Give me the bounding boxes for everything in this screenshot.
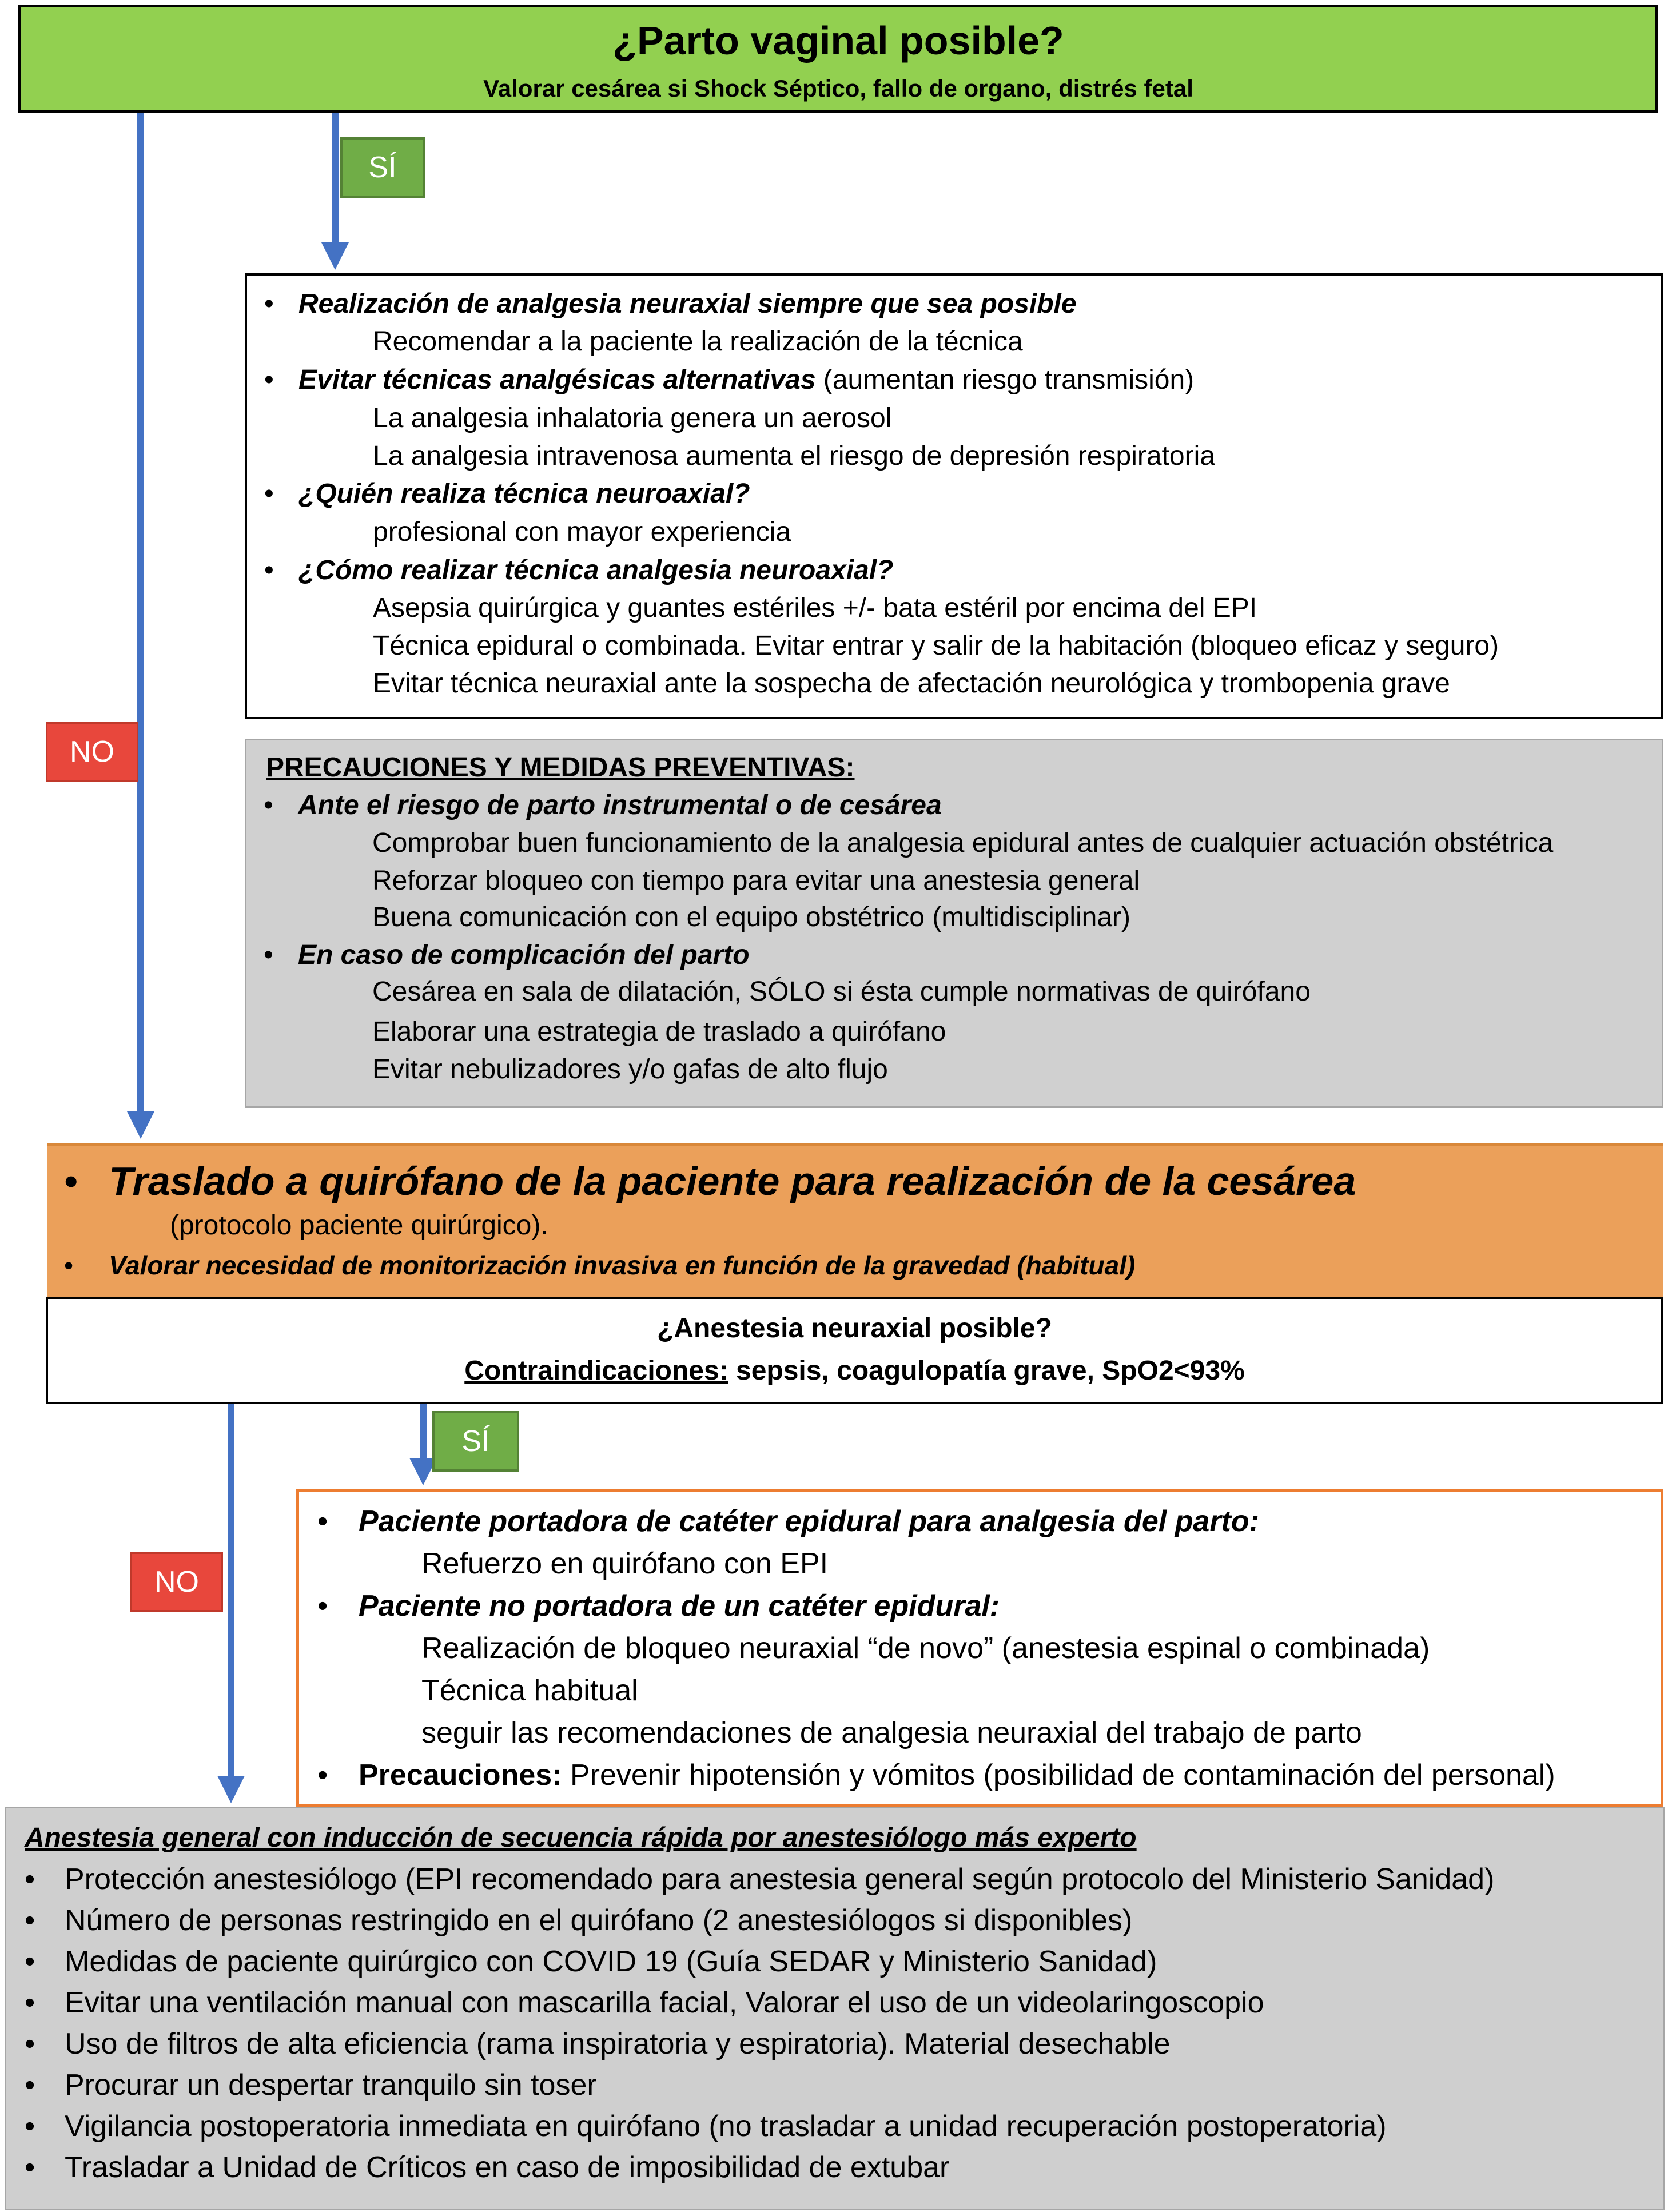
yes-label-2: SÍ xyxy=(432,1411,519,1472)
analgesia-item-4-sub-3: Evitar técnica neuraxial ante la sospecha de afectación neurológica y trombopenia grave xyxy=(373,668,1450,699)
analgesia-item-4-sub-1: Asepsia quirúrgica y guantes estériles +/- bata estéril por encima del EPI xyxy=(373,593,1257,623)
precautions-item-1-sub-3: Buena comunicación con el equipo obstétrico (multidisciplinar) xyxy=(372,902,1131,932)
general-item-2: • Número de personas restringido en el quirófano (2 anestesiólogos si disponibles) xyxy=(25,1904,1133,1937)
neuraxial-question: ¿Anestesia neuraxial posible? xyxy=(657,1313,1052,1344)
epidural-item-2-sub-2: Técnica habitual xyxy=(421,1674,638,1707)
transfer-item-1-sub-1: (protocolo paciente quirúrgico). xyxy=(170,1210,548,1241)
neuraxial-anesthesia-question-box xyxy=(46,1297,1663,1404)
neuraxial-analgesia-box xyxy=(245,273,1663,719)
general-anesthesia-title: Anestesia general con inducción de secuencia rápida por anestesiólogo más experto xyxy=(25,1823,1137,1853)
analgesia-item-3: • ¿Quién realiza técnica neuroaxial? xyxy=(264,479,750,509)
neuraxial-anesthesia-box xyxy=(296,1489,1663,1807)
precautions-title: PRECAUCIONES Y MEDIDAS PREVENTIVAS: xyxy=(266,752,855,783)
vaginal-delivery-question: ¿Parto vaginal posible? xyxy=(612,18,1064,63)
epidural-item-1: • Paciente portadora de catéter epidural para analgesia del parto: xyxy=(317,1505,1259,1538)
precautions-box xyxy=(245,739,1663,1108)
analgesia-item-1: • Realización de analgesia neuraxial siempre que sea posible xyxy=(264,289,1077,319)
analgesia-item-2-sub-2: La analgesia intravenosa aumenta el riesgo de depresión respiratoria xyxy=(373,441,1215,471)
precautions-item-1-sub-1: Comprobar buen funcionamiento de la analgesia epidural antes de cualquier actuación obstétrica xyxy=(372,828,1554,858)
contraindications: Contraindicaciones: sepsis, coagulopatía grave, SpO2<93% xyxy=(464,1356,1245,1386)
general-item-6: • Procurar un despertar tranquilo sin toser xyxy=(25,2068,597,2102)
general-item-5: • Uso de filtros de alta eficiencia (rama inspiratoria y espiratoria). Material desechable xyxy=(25,2027,1171,2060)
analgesia-item-4-sub-2: Técnica epidural o combinada. Evitar entrar y salir de la habitación (bloqueo eficaz y seguro) xyxy=(373,631,1499,661)
precautions-item-2-sub-3: Evitar nebulizadores y/o gafas de alto flujo xyxy=(372,1054,888,1085)
analgesia-item-4: • ¿Cómo realizar técnica analgesia neuroaxial? xyxy=(264,555,894,585)
yes-label-1: SÍ xyxy=(340,137,425,198)
epidural-item-3: • Precauciones: Prevenir hipotensión y vómitos (posibilidad de contaminación del personal) xyxy=(317,1759,1555,1792)
analgesia-item-2-sub-1: La analgesia inhalatoria genera un aerosol xyxy=(373,403,892,433)
transfer-item-1: • Traslado a quirófano de la paciente para realización de la cesárea xyxy=(64,1159,1356,1203)
epidural-item-2-sub-1: Realización de bloqueo neuraxial “de novo” (anestesia espinal o combinada) xyxy=(421,1632,1430,1665)
precautions-item-1-sub-2: Reforzar bloqueo con tiempo para evitar una anestesia general xyxy=(372,866,1140,896)
general-item-4: • Evitar una ventilación manual con mascarilla facial, Valorar el uso de un videolaringoscopio xyxy=(25,1986,1264,2019)
cesarean-criteria: Valorar cesárea si Shock Séptico, fallo de organo, distrés fetal xyxy=(483,75,1193,102)
epidural-item-2-sub-3: seguir las recomendaciones de analgesia neuraxial del trabajo de parto xyxy=(421,1716,1362,1749)
no-label-2: NO xyxy=(130,1552,223,1612)
no-label-1: NO xyxy=(46,722,138,782)
general-item-8: • Trasladar a Unidad de Críticos en caso de imposibilidad de extubar xyxy=(25,2151,950,2184)
precautions-item-1: • Ante el riesgo de parto instrumental o de cesárea xyxy=(264,790,942,820)
precautions-item-2-sub-1: Cesárea en sala de dilatación, SÓLO si ésta cumple normativas de quirófano xyxy=(372,977,1311,1007)
analgesia-item-3-sub-1: profesional con mayor experiencia xyxy=(373,517,791,547)
general-item-3: • Medidas de paciente quirúrgico con COVID 19 (Guía SEDAR y Ministerio Sanidad) xyxy=(25,1945,1157,1978)
epidural-item-1-sub-1: Refuerzo en quirófano con EPI xyxy=(421,1547,829,1580)
precautions-item-2-sub-2: Elaborar una estrategia de traslado a quirófano xyxy=(372,1017,946,1047)
cesarean-transfer-box xyxy=(47,1143,1663,1297)
epidural-item-2: • Paciente no portadora de un catéter epidural: xyxy=(317,1589,1000,1623)
analgesia-item-2: • Evitar técnicas analgésicas alternativas (aumentan riesgo transmisión) xyxy=(264,365,1195,395)
vaginal-delivery-question-box xyxy=(18,5,1658,113)
precautions-item-2: • En caso de complicación del parto xyxy=(264,940,750,970)
general-item-7: • Vigilancia postoperatoria inmediata en quirófano (no trasladar a unidad recuperación postoperatoria) xyxy=(25,2110,1387,2143)
general-anesthesia-box xyxy=(5,1807,1665,2210)
transfer-item-2: • Valorar necesidad de monitorización invasiva en función de la gravedad (habitual) xyxy=(64,1250,1136,1280)
analgesia-item-1-sub-1: Recomendar a la paciente la realización de la técnica xyxy=(373,326,1023,357)
general-item-1: • Protección anestesiólogo (EPI recomendado para anestesia general según protocolo del Ministerio Sanidad) xyxy=(25,1863,1495,1896)
